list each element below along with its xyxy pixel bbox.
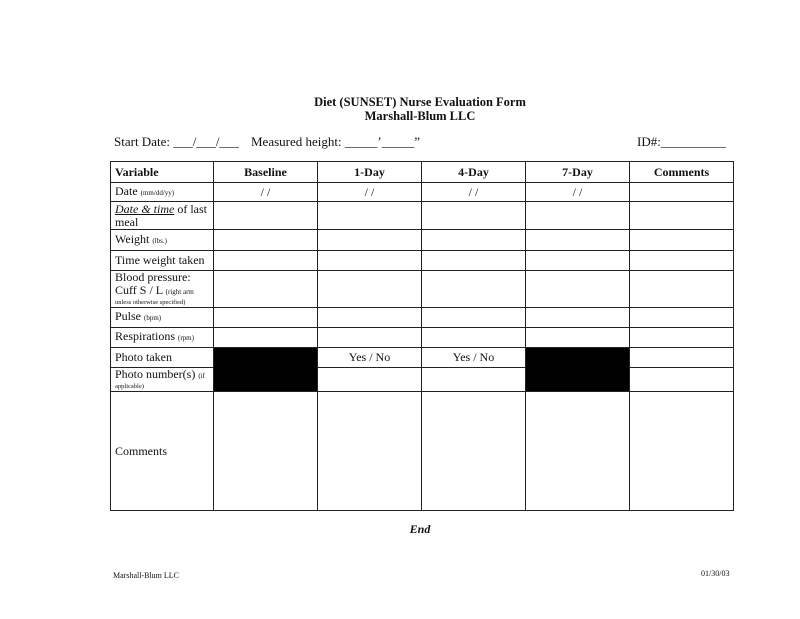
- photo-num-1-day-cell[interactable]: [318, 368, 422, 392]
- row-label-weight: [111, 230, 214, 251]
- row-label-bp-line1: Blood pressure:: [115, 270, 191, 284]
- table-row-date: [111, 183, 734, 202]
- pulse-baseline-cell[interactable]: [214, 308, 318, 328]
- bp-7-day-cell[interactable]: [526, 271, 630, 308]
- last-meal-1-day-cell[interactable]: [318, 202, 422, 230]
- table-row-comments: [111, 392, 734, 511]
- col-header-variable: Variable: [111, 162, 214, 183]
- time-weight-baseline-cell[interactable]: [214, 251, 318, 271]
- resp-7-day-cell[interactable]: [526, 328, 630, 348]
- row-label-photo-taken: Photo taken: [111, 348, 214, 368]
- weight-4-day-cell[interactable]: [422, 230, 526, 251]
- comments-7-day-cell[interactable]: [526, 392, 630, 511]
- last-meal-comments-cell[interactable]: [630, 202, 734, 230]
- pulse-4-day-cell[interactable]: [422, 308, 526, 328]
- last-meal-4-day-cell[interactable]: [422, 202, 526, 230]
- bp-4-day-cell[interactable]: [422, 271, 526, 308]
- weight-1-day-cell[interactable]: [318, 230, 422, 251]
- row-label-respirations-unit: (rpm): [178, 334, 194, 342]
- weight-baseline-cell[interactable]: [214, 230, 318, 251]
- row-label-photo-numbers-note: applicable): [115, 383, 144, 390]
- row-label-bp-cuff: Cuff S / L: [115, 283, 163, 297]
- form-organization: Marshall-Blum LLC: [364, 109, 476, 123]
- photo-num-comments-cell[interactable]: [630, 368, 734, 392]
- date-7-day-cell[interactable]: / /: [526, 183, 630, 202]
- resp-4-day-cell[interactable]: [422, 328, 526, 348]
- col-header-comments: Comments: [630, 162, 734, 183]
- row-label-time-weight: Time weight taken: [111, 251, 214, 271]
- bp-comments-cell[interactable]: [630, 271, 734, 308]
- table-header-row: [111, 162, 734, 183]
- row-label-date-text: Date: [115, 183, 138, 198]
- date-4-day-cell[interactable]: / /: [422, 183, 526, 202]
- col-header-7-day: 7-Day: [526, 162, 630, 183]
- form-title: Diet (SUNSET) Nurse Evaluation Form: [314, 95, 526, 109]
- table-row-time-weight: [111, 251, 734, 271]
- comments-4-day-cell[interactable]: [422, 392, 526, 511]
- id-field: ID#:__________: [637, 134, 726, 149]
- time-weight-comments-cell[interactable]: [630, 251, 734, 271]
- row-label-last-meal-text: of last meal: [115, 201, 207, 229]
- photo-4-day-cell[interactable]: Yes / No: [422, 348, 526, 368]
- photo-num-4-day-cell[interactable]: [422, 368, 526, 392]
- row-label-weight-text: Weight: [115, 231, 150, 246]
- time-weight-7-day-cell[interactable]: [526, 251, 630, 271]
- table-row-weight: [111, 230, 734, 251]
- col-header-baseline: Baseline: [214, 162, 318, 183]
- blacked-out-7-day-cell: [526, 348, 630, 392]
- row-label-photo-numbers-line1: [115, 368, 209, 383]
- time-weight-4-day-cell[interactable]: [422, 251, 526, 271]
- date-1-day-cell[interactable]: / /: [318, 183, 422, 202]
- table-row-pulse: [111, 308, 734, 328]
- resp-baseline-cell[interactable]: [214, 328, 318, 348]
- row-label-blood-pressure: [111, 271, 214, 308]
- end-marker: End: [409, 522, 431, 536]
- date-baseline-cell[interactable]: / /: [214, 183, 318, 202]
- weight-comments-cell[interactable]: [630, 230, 734, 251]
- row-label-last-meal-emphasis: Date & time: [115, 201, 175, 216]
- pulse-1-day-cell[interactable]: [318, 308, 422, 328]
- resp-comments-cell[interactable]: [630, 328, 734, 348]
- photo-comments-cell[interactable]: [630, 348, 734, 368]
- row-label-photo-numbers-unit: (if: [198, 372, 205, 380]
- col-header-4-day: 4-Day: [422, 162, 526, 183]
- table-row-blood-pressure: [111, 271, 734, 308]
- row-label-respirations-text: Respirations: [115, 329, 175, 343]
- start-date-field: Start Date: ___/___/___: [114, 134, 239, 149]
- last-meal-7-day-cell[interactable]: [526, 202, 630, 230]
- row-label-pulse-text: Pulse: [115, 309, 142, 323]
- evaluation-table: [110, 161, 734, 511]
- row-label-comments: Comments: [111, 392, 214, 511]
- table-row-photo-taken: [111, 348, 734, 368]
- row-label-photo-numbers: [111, 368, 214, 392]
- row-label-pulse-unit: (bpm): [144, 314, 162, 322]
- row-label-bp-note: unless otherwise specified): [115, 299, 186, 306]
- bp-baseline-cell[interactable]: [214, 271, 318, 308]
- comments-1-day-cell[interactable]: [318, 392, 422, 511]
- blacked-out-baseline-cell: [214, 348, 318, 392]
- table-row-respirations: [111, 328, 734, 348]
- time-weight-1-day-cell[interactable]: [318, 251, 422, 271]
- row-label-last-meal: [111, 202, 214, 230]
- row-label-pulse: [111, 308, 214, 328]
- comments-baseline-cell[interactable]: [214, 392, 318, 511]
- row-label-bp-unit: (right arm: [165, 288, 194, 296]
- table-row-photo-numbers: [111, 368, 734, 392]
- footer-date: 01/30/03: [701, 569, 730, 578]
- measured-height-field: Measured height: _____’_____”: [251, 134, 420, 149]
- row-label-respirations: [111, 328, 214, 348]
- col-header-1-day: 1-Day: [318, 162, 422, 183]
- photo-1-day-cell[interactable]: Yes / No: [318, 348, 422, 368]
- row-label-date-unit: (mm/dd/yy): [140, 188, 175, 197]
- footer-organization: Marshall-Blum LLC: [113, 571, 179, 580]
- table-row-last-meal: [111, 202, 734, 230]
- pulse-7-day-cell[interactable]: [526, 308, 630, 328]
- row-label-date: [111, 183, 214, 202]
- row-label-weight-unit: (lbs.): [152, 236, 167, 245]
- pulse-comments-cell[interactable]: [630, 308, 734, 328]
- date-comments-cell[interactable]: [630, 183, 734, 202]
- resp-1-day-cell[interactable]: [318, 328, 422, 348]
- row-label-photo-numbers-text: Photo number(s): [115, 367, 196, 381]
- comments-comments-cell[interactable]: [630, 392, 734, 511]
- bp-1-day-cell[interactable]: [318, 271, 422, 308]
- last-meal-baseline-cell[interactable]: [214, 202, 318, 230]
- row-label-bp-line2: [115, 284, 209, 299]
- weight-7-day-cell[interactable]: [526, 230, 630, 251]
